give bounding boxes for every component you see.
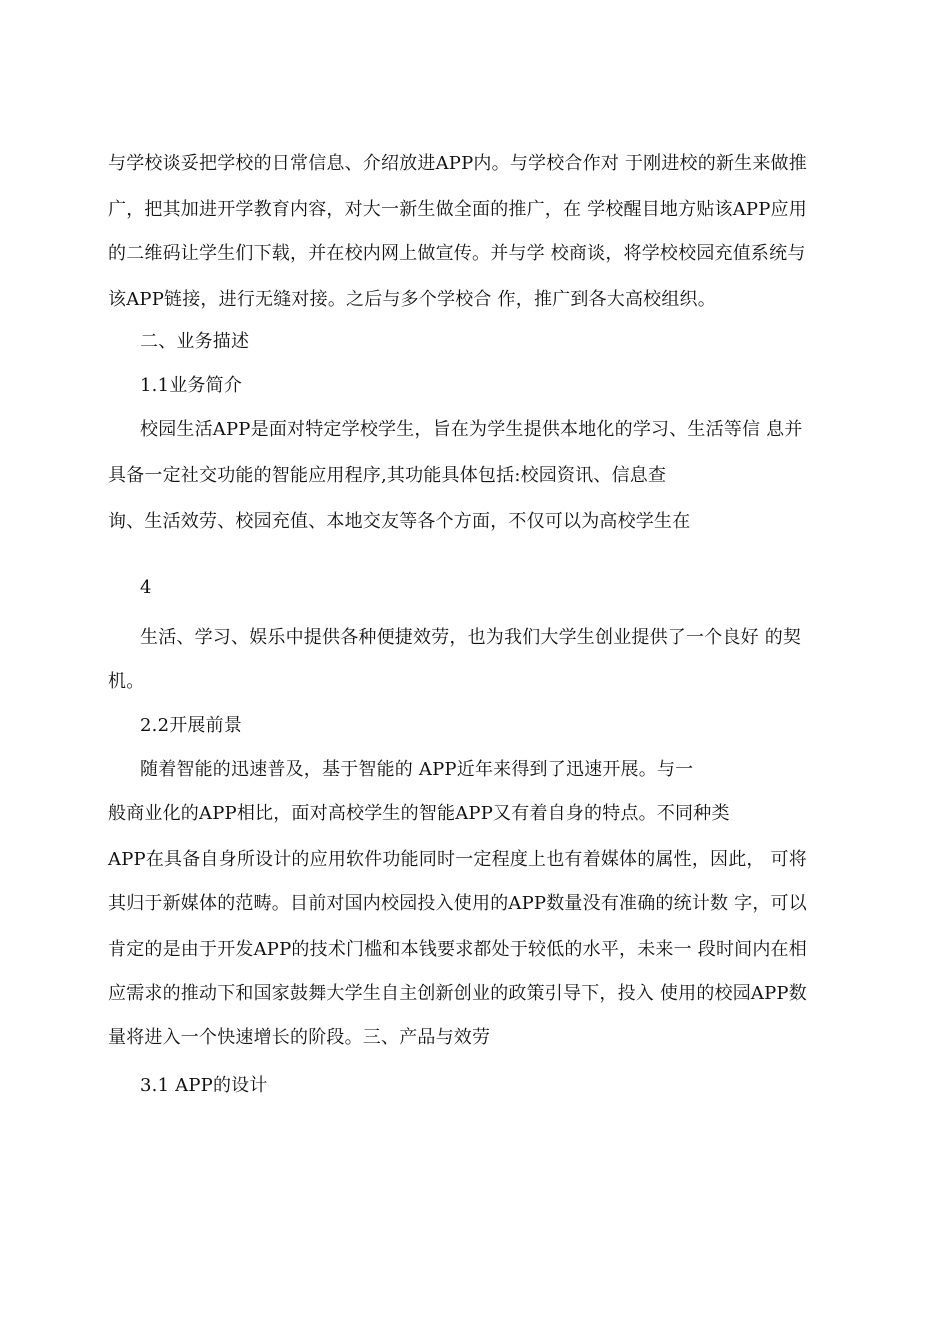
text-line: 的二维码让学生们下载，并在校内网上做宣传。并与学 校商谈，将学校校园充值系统与 — [108, 243, 806, 264]
text-line: 生活、学习、娱乐中提供各种便捷效劳，也为我们大学生创业提供了一个良好 的契 — [140, 627, 802, 648]
subsection-heading: 2.2开展前景 — [140, 715, 243, 736]
section-heading: 二、业务描述 — [140, 331, 250, 352]
text-line: 其归于新媒体的范畴。目前对国内校园投入使用的APP数量没有准确的统计数 字，可以 — [108, 893, 807, 914]
text-line: 量将进入一个快速增长的阶段。三、产品与效劳 — [108, 1027, 491, 1048]
text-line: APP在具备自身所设计的应用软件功能同时一定程度上也有着媒体的属性，因此， 可将 — [108, 849, 807, 870]
text-line: 具备一定社交功能的智能应用程序,其功能具体包括:校园资讯、信息查 — [108, 465, 667, 486]
text-line: 校园生活APP是面对特定学校学生，旨在为学生提供本地化的学习、生活等信 息并 — [140, 419, 803, 440]
text-line: 与学校谈妥把学校的日常信息、介绍放进APP内。与学校合作对 于刚进校的新生来做推 — [108, 153, 807, 174]
subsection-heading: 1.1业务简介 — [140, 375, 243, 396]
text-line: 广，把其加进开学教育内容，对大一新生做全面的推广，在 学校醒目地方贴该APP应用 — [108, 199, 807, 220]
text-line: 询、生活效劳、校园充值、本地交友等各个方面，不仅可以为高校学生在 — [108, 511, 691, 532]
text-line: 随着智能的迅速普及，基于智能的 APP近年来得到了迅速开展。与一 — [140, 759, 694, 780]
text-line: 肯定的是由于开发APP的技术门槛和本钱要求都处于较低的水平，未来一 段时间内在相 — [108, 939, 807, 960]
text-line: 应需求的推动下和国家鼓舞大学生自主创新创业的政策引导下，投入 使用的校园APP数 — [108, 983, 807, 1004]
subsection-heading: 3.1 APP的设计 — [140, 1075, 268, 1096]
page-number: 4 — [140, 577, 152, 598]
text-line: 机。 — [108, 671, 145, 692]
text-line: 该APP链接，进行无缝对接。之后与多个学校合 作，推广到各大高校组织。 — [108, 289, 716, 310]
text-line: 般商业化的APP相比，面对高校学生的智能APP又有着自身的特点。不同种类 — [108, 803, 730, 824]
